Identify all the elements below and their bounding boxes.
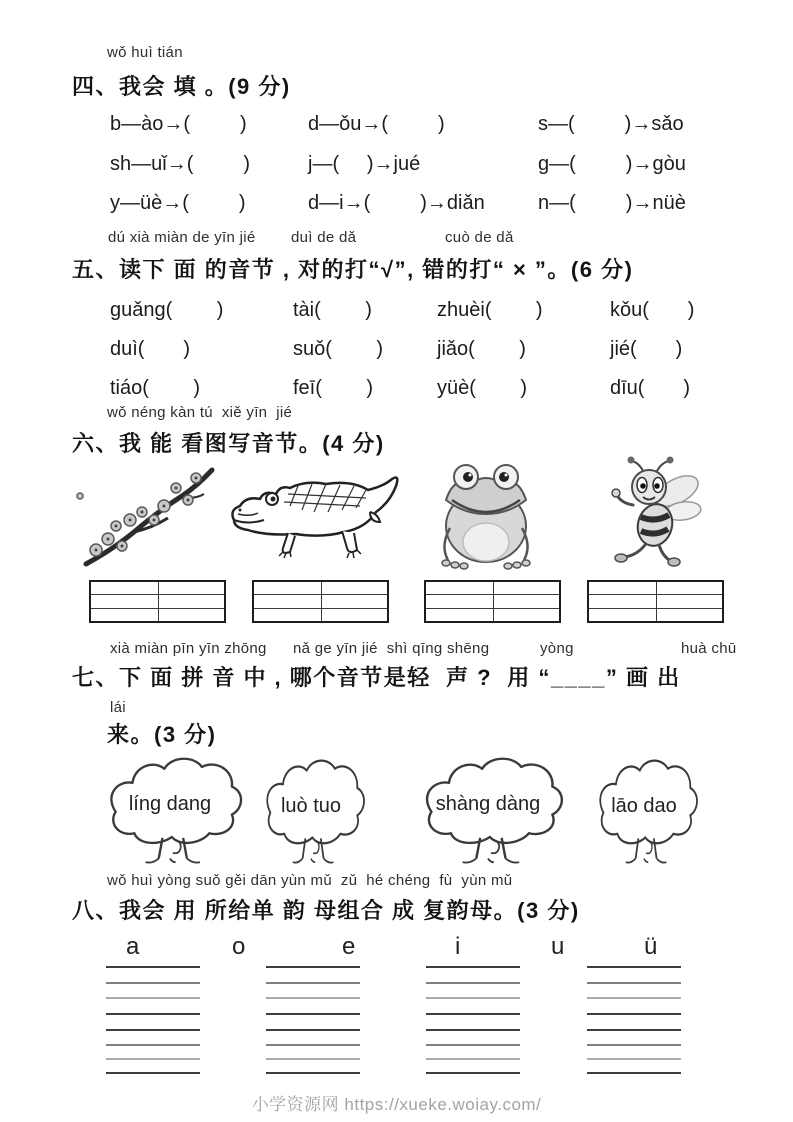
tree-syllable-label: lāo dao [611, 795, 677, 817]
syllable-judge-item: tài( ) [293, 299, 372, 321]
section4-pinyin: wǒ huì tián [107, 44, 183, 61]
section5-title: 五、读下 面 的音节 , 对的打“√”, 错的打“ × ”。(6 分) [72, 257, 634, 282]
section5-pinyin: duì de dǎ [291, 229, 357, 246]
tree-syllable-label: shàng dàng [435, 793, 541, 815]
pinyin-blend-item: j—( )→jué [308, 153, 421, 175]
vowel-letter: ü [644, 933, 658, 960]
bee-image [597, 455, 703, 568]
section7-title-line2: 来。(3 分) [107, 722, 217, 747]
vowel-letter: e [342, 933, 356, 960]
syllable-judge-item: feī( ) [293, 377, 374, 399]
section7-pinyin: yòng [540, 640, 574, 657]
pinyin-answer-grid [252, 580, 389, 623]
section7-title: 七、下 面 拼 音 中 , 哪个音节是轻 声 ? 用 “____” 画 出 [72, 665, 681, 690]
pinyin-blend-item: g—( )→gòu [538, 153, 686, 175]
plum-blossom-image [80, 462, 218, 568]
vowel-letter: u [551, 933, 565, 960]
crocodile-image [226, 472, 402, 564]
syllable-judge-item: jié( ) [610, 338, 683, 360]
pinyin-blend-item: y—üè→( ) [110, 192, 246, 214]
tree-syllable-label: luò tuo [280, 795, 342, 817]
vowel-letter: i [455, 933, 461, 960]
section7-pinyin: xià miàn pīn yīn zhōng [110, 640, 267, 657]
frog-image [436, 460, 536, 570]
section7-pinyin-lai: lái [110, 699, 126, 716]
syllable-judge-item: dīu( ) [610, 377, 691, 399]
source-watermark: 小学资源网 https://xueke.woiay.com/ [251, 1095, 542, 1114]
syllable-judge-item: jiǎo( ) [437, 338, 526, 360]
pinyin-blend-item: sh—uǐ→( ) [110, 153, 251, 175]
pinyin-answer-grid [89, 580, 226, 623]
section8-pinyin: wǒ huì yòng suǒ gěi dān yùn mǔ zǔ hé chéng fù yùn mǔ [107, 872, 513, 889]
pinyin-blend-item: n—( )→nüè [538, 192, 686, 214]
section8-title: 八、我会 用 所给单 韵 母组合 成 复韵母。(3 分) [72, 898, 580, 923]
syllable-judge-item: guǎng( ) [110, 299, 224, 321]
pinyin-answer-grid [424, 580, 561, 623]
syllable-judge-item: yüè( ) [437, 377, 528, 399]
section6-title: 六、我 能 看图写音节。(4 分) [72, 431, 385, 456]
vowel-letter: o [232, 933, 246, 960]
pinyin-blend-item: d—ǒu→( ) [308, 113, 445, 135]
syllable-judge-item: suǒ( ) [293, 338, 384, 360]
section4-title: 四、我会 填 。(9 分) [72, 74, 291, 99]
pinyin-answer-grid [587, 580, 724, 623]
section6-pinyin: wǒ néng kàn tú xiě yīn jié [107, 404, 293, 421]
pinyin-blend-item: s—( )→sǎo [538, 113, 684, 135]
section7-pinyin: huà chū [681, 640, 737, 657]
section5-pinyin: cuò de dǎ [445, 229, 514, 246]
syllable-judge-item: duì( ) [110, 338, 191, 360]
section7-pinyin: nǎ ge yīn jié shì qīng shēng [293, 640, 490, 657]
section5-pinyin: dú xià miàn de yīn jié [108, 229, 256, 246]
syllable-judge-item: kǒu( ) [610, 299, 695, 321]
syllable-judge-item: zhuèi( ) [437, 299, 543, 321]
pinyin-blend-item: d—i→( )→diǎn [308, 192, 485, 214]
vowel-letter: a [126, 933, 140, 960]
pinyin-blend-item: b—ào→( ) [110, 113, 247, 135]
syllable-judge-item: tiáo( ) [110, 377, 201, 399]
tree-syllable-label: líng dang [128, 793, 212, 815]
